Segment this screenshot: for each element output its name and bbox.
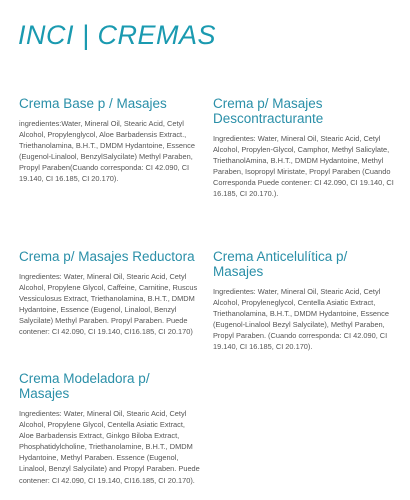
product-crema-modeladora [19, 371, 201, 486]
product-ingredients: ingredientes:Water, Mineral Oil, Stearic Acid, Cetyl Alcohol, Propylenglycol, Aloe Barbadensis Extract., Triethanolamina, B.H.T., DMDM Hydantoine, Essence (Eugenol-Linalool, BenzylSalycilate) Methyl Paraben, Propyl Paraben(Cuando corresponda: CI 42.090, CI 19.140, CI 16.185, CI 20.170). [19, 119, 195, 184]
product-name: Crema Modeladora p/ Masajes [19, 371, 150, 401]
product-ingredients: Ingredientes: Water, Mineral Oil, Stearic Acid, Cetyl Alcohol, Propylene Glycol, Caffeine, Carnitine, Ruscus Vessiculosus Extract, Triethanolamina, B.H.T., DMDM Hydantoine, Essence (Eugenol, Linalool, Benzyl Salycilate) Methyl Paraben. Propyl Paraben. Puede contener: CI 42.090, CI 19.140, CI16.185, CI 20.170) [19, 272, 198, 337]
product-name: Crema Anticelulítica p/ Masajes [213, 249, 348, 279]
product-crema-anticelulitica [213, 249, 398, 353]
page-title: INCI | CREMAS [18, 20, 217, 50]
product-crema-base [19, 96, 199, 185]
product-name: Crema p/ Masajes Descontracturante [213, 96, 324, 126]
product-crema-reductora [19, 249, 201, 338]
product-ingredients: Ingredientes: Water, Mineral Oil, Stearic Acid, Cetyl Alcohol, Propyleneglycol, Centella Asiatic Extract, Triethanolamina, B.H.T., DMDM Hydantoine, Essence (Eugenol-Linalool Bezyl Salycilate), Methyl Paraben, Propyl Paraben. (Cuando corresponda: CI 42.090, CI 19.140, CI 16.185, CI 20.170). [213, 287, 389, 352]
product-crema-descontracturante [213, 96, 398, 200]
product-name: Crema p/ Masajes Reductora [19, 249, 195, 264]
product-name: Crema Base p / Masajes [19, 96, 167, 111]
product-ingredients: Ingredientes: Water, Mineral Oil, Stearic Acid, Cetyl Alcohol, Propylene Glycol, Centella Asiatic Extract, Aloe Barbadensis Extract, Ginkgo Biloba Extract, Phosphatidylcholine, Triethanolamine, B.H.T., DMDM Hydantoine, Methyl Paraben. Essence (Eugenol, Linalool, Benzyl Salycilate) and Propyl Paraben. Puede contener: CI 42.090, CI 19.140, CI16.185, CI 20.170). [19, 409, 200, 485]
product-ingredients: Ingredientes: Water, Mineral Oil, Stearic Acid, Cetyl Alcohol, Propylen-Glycol, Camphor, Methyl Salicylate, TriethanolAmina, B.H.T., DMDM Hydantoine, Methyl Paraben, Isopropyl Miristate, Propyl Paraben (Cuando Corresponda Puede contener: CI 42.090, CI 19.140, CI 16.185, CI 20.170.). [213, 134, 394, 199]
